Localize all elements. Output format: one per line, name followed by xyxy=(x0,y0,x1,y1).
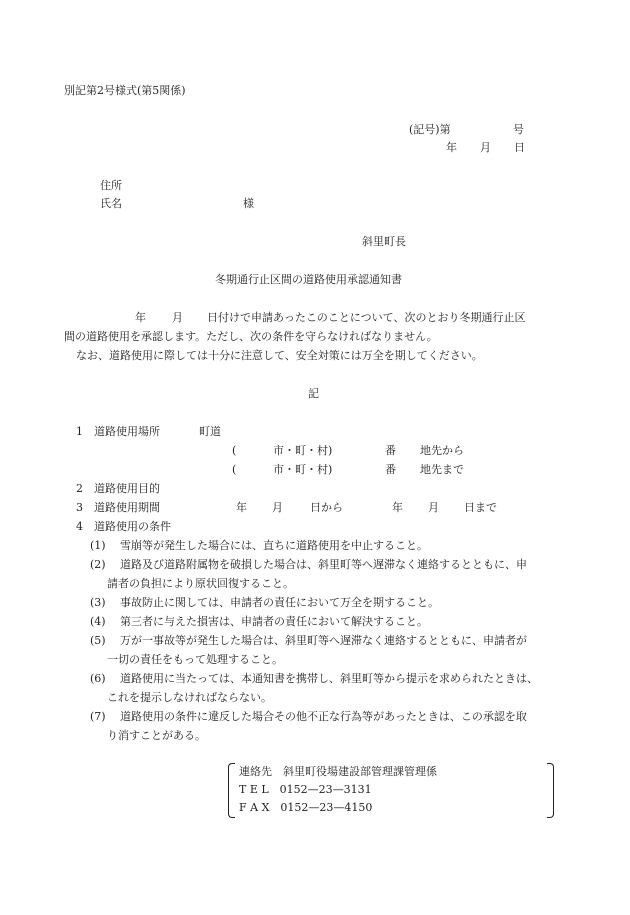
contact-bracket-right xyxy=(547,763,554,818)
item-3-number: 3 xyxy=(76,501,83,514)
condition-6-text-line2: これを提示しなければならない。 xyxy=(107,691,272,704)
location-from-number: 番 xyxy=(385,444,396,457)
item-2-label: 道路使用目的 xyxy=(94,482,160,495)
body-paragraph-2: なお、道路使用に際しては十分に注意して、安全対策には万全を期してください。 xyxy=(76,349,483,362)
condition-2-text-line2: 請者の負担により原状回復すること。 xyxy=(107,577,294,590)
condition-3-number: (3) xyxy=(90,596,106,609)
document-title: 冬期通行止区間の道路使用承認通知書 xyxy=(215,273,402,286)
issue-month-label: 月 xyxy=(480,141,491,154)
condition-6-number: (6) xyxy=(90,672,106,685)
application-year-label: 年 xyxy=(135,311,146,324)
location-to-number: 番 xyxy=(385,463,396,476)
condition-7-number: (7) xyxy=(90,710,106,723)
reference-number-suffix: 号 xyxy=(513,123,524,136)
issuer: 斜里町長 xyxy=(362,235,406,248)
condition-5-text-line2: 一切の責任をもって処理すること。 xyxy=(107,653,283,666)
contact-department: 連絡先 斜里町役場建設部管理課管理係 xyxy=(239,765,437,778)
condition-7-text-line2: り消すことがある。 xyxy=(107,729,206,742)
condition-2-text-line1: 道路及び道路附属物を破損した場合は、斜里町等へ遅滞なく連絡するとともに、申 xyxy=(120,558,527,571)
contact-box xyxy=(228,763,554,818)
condition-3-text: 事故防止に関しては、申請者の責任において万全を期すること。 xyxy=(120,596,439,609)
issue-day-label: 日 xyxy=(514,141,525,154)
contact-fax: F A X 0152—23—4150 xyxy=(239,801,373,814)
name-label: 氏名 xyxy=(100,197,122,210)
period-to-day: 日まで xyxy=(464,501,497,514)
condition-1-number: (1) xyxy=(90,539,106,552)
location-from-suffix: 地先から xyxy=(420,444,464,457)
item-4-label: 道路使用の条件 xyxy=(94,520,171,533)
address-label: 住所 xyxy=(100,179,122,192)
period-to-year: 年 xyxy=(392,501,403,514)
condition-4-number: (4) xyxy=(90,615,106,628)
honorific: 様 xyxy=(243,197,254,210)
condition-7-text-line1: 道路使用の条件に違反した場合その他不正な行為等があったときは、この承認を取 xyxy=(120,710,527,723)
item-4-number: 4 xyxy=(76,520,83,533)
condition-2-number: (2) xyxy=(90,558,106,571)
location-from-municipality: 市・町・村) xyxy=(273,444,333,457)
condition-5-text-line1: 万が一事故等が発生した場合は、斜里町等へ遅滞なく連絡するとともに、申請者が xyxy=(120,634,527,647)
location-from-paren: ( xyxy=(232,444,237,457)
period-from-day: 日から xyxy=(310,501,343,514)
condition-6-text-line1: 道路使用に当たっては、本通知書を携帯し、斜里町等から提示を求められたときは、 xyxy=(120,672,538,685)
contact-tel: T E L 0152—23—3131 xyxy=(239,783,372,796)
form-label: 別記第2号様式(第5関係) xyxy=(64,84,186,97)
ki-heading: 記 xyxy=(308,387,319,400)
contact-bracket-left xyxy=(228,763,235,818)
item-1-label: 道路使用場所 xyxy=(94,425,160,438)
period-from-month: 月 xyxy=(272,501,283,514)
application-month-label: 月 xyxy=(172,311,183,324)
period-to-month: 月 xyxy=(428,501,439,514)
location-to-municipality: 市・町・村) xyxy=(273,463,333,476)
issue-year-label: 年 xyxy=(446,141,457,154)
road-type: 町道 xyxy=(199,425,221,438)
body-paragraph-1a: 日付けで申請あったこのことについて、次のとおり冬期通行止区 xyxy=(207,311,526,324)
item-2-number: 2 xyxy=(76,482,83,495)
condition-1-text: 雪崩等が発生した場合には、直ちに道路使用を中止すること。 xyxy=(120,539,428,552)
location-to-suffix: 地先まで xyxy=(420,463,464,476)
item-1-number: 1 xyxy=(76,425,83,438)
location-to-paren: ( xyxy=(232,463,237,476)
item-3-label: 道路使用期間 xyxy=(94,501,160,514)
condition-4-text: 第三者に与えた損害は、申請者の責任において解決すること。 xyxy=(120,615,428,628)
body-paragraph-1b: 間の道路使用を承認します。ただし、次の条件を守らなければなりません。 xyxy=(64,330,438,343)
period-from-year: 年 xyxy=(236,501,247,514)
condition-5-number: (5) xyxy=(90,634,106,647)
reference-number-prefix: (記号)第 xyxy=(409,123,451,136)
